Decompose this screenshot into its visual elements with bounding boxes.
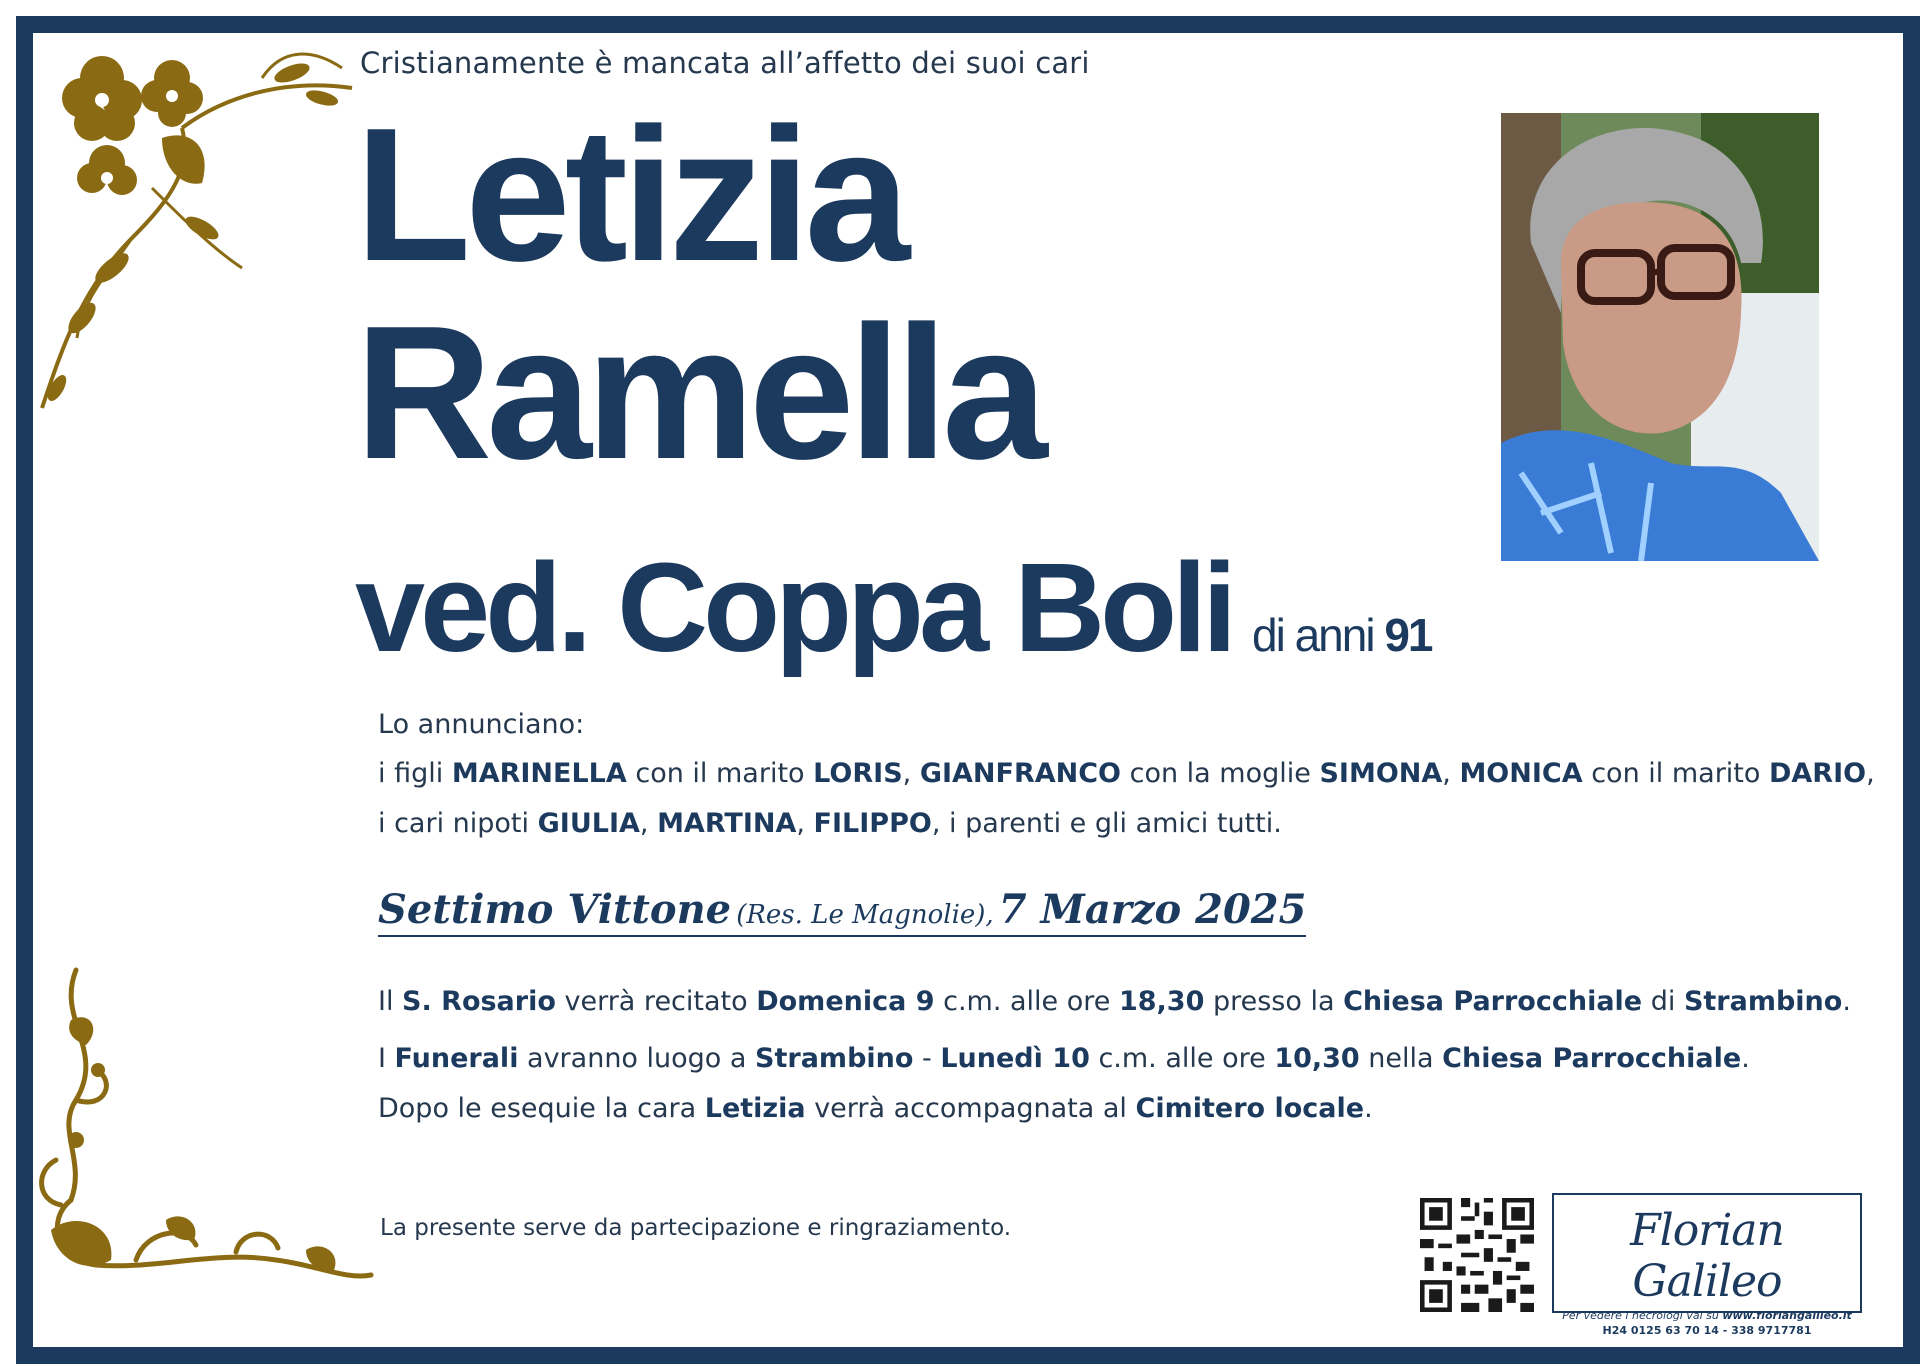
plain-text: , i parenti e gli amici tutti. — [931, 808, 1282, 839]
plain-text: , — [796, 808, 814, 839]
agency-name: Florian Galileo — [1630, 1205, 1784, 1307]
emphasis-text: 18,30 — [1118, 986, 1205, 1017]
plain-text: presso la — [1204, 986, 1344, 1017]
age-value: 91 — [1384, 609, 1432, 661]
plain-text: di — [1642, 986, 1684, 1017]
plain-text: i cari nipoti — [378, 808, 538, 839]
age — [1252, 608, 1432, 662]
first-name: Letizia — [355, 89, 905, 301]
emphasis-text: Funerali — [394, 1043, 519, 1074]
agency-logo — [1552, 1193, 1862, 1337]
emphasis-text: Strambino — [1683, 986, 1843, 1017]
burial-info — [378, 1093, 1373, 1124]
plain-text: . — [1741, 1043, 1750, 1074]
emphasis-text: Chiesa Parrocchiale — [1343, 986, 1643, 1017]
intro-text: Cristianamente è mancata all’affetto dei suoi cari — [360, 46, 1090, 80]
plain-text: I — [378, 1043, 395, 1074]
emphasis-text: LORIS — [813, 758, 903, 789]
emphasis-text: Letizia — [704, 1093, 806, 1124]
scroll-corner-ornament — [16, 960, 381, 1290]
plain-text: i figli — [378, 758, 452, 789]
age-prefix: di anni — [1252, 609, 1374, 661]
emphasis-text: S. Rosario — [402, 986, 556, 1017]
announcement-grandchildren — [378, 808, 1282, 839]
emphasis-text: MONICA — [1459, 758, 1583, 789]
place-town: Settimo Vittone — [378, 886, 732, 933]
death-date: 7 Marzo 2025 — [998, 886, 1307, 933]
married-name: ved. Coppa Boli — [355, 537, 1233, 678]
plain-text: Il — [378, 986, 403, 1017]
announcement-intro: Lo annunciano: — [378, 709, 585, 740]
emphasis-text: MARINELLA — [451, 758, 627, 789]
emphasis-text: Domenica 9 — [756, 986, 935, 1017]
qr-code[interactable] — [1420, 1198, 1534, 1312]
plain-text: Dopo le esequie la cara — [378, 1093, 705, 1124]
plain-text: . — [1842, 986, 1851, 1017]
emphasis-text: DARIO — [1769, 758, 1867, 789]
plain-text: c.m. alle ore — [1089, 1043, 1275, 1074]
plain-text: , — [1442, 758, 1460, 789]
plain-text: verrà recitato — [555, 986, 757, 1017]
agency-website-line — [1554, 1309, 1860, 1322]
portrait-photo — [1501, 113, 1819, 561]
funeral-info — [378, 1043, 1750, 1074]
emphasis-text: FILIPPO — [813, 808, 932, 839]
plain-text: , — [639, 808, 658, 839]
agency-website[interactable]: www.floriangalileo.it — [1722, 1309, 1852, 1322]
plain-text: verrà accompagnata al — [805, 1093, 1136, 1124]
plain-text: , — [902, 758, 920, 789]
last-name: Ramella — [355, 287, 1042, 499]
emphasis-text: Cimitero locale — [1135, 1093, 1365, 1124]
agency-phones: H24 0125 63 70 14 - 338 9717781 — [1602, 1324, 1812, 1337]
plain-text: con la moglie — [1121, 758, 1320, 789]
emphasis-text: GIANFRANCO — [919, 758, 1122, 789]
emphasis-text: 10,30 — [1274, 1043, 1360, 1074]
emphasis-text: GIULIA — [537, 808, 640, 839]
announcement-children — [378, 758, 1875, 789]
plain-text: nella — [1359, 1043, 1443, 1074]
plain-text: - — [913, 1043, 941, 1074]
agency-website-prefix: Per vedere i necrologi vai su — [1562, 1309, 1723, 1322]
plain-text: con il marito — [1582, 758, 1769, 789]
plain-text: . — [1364, 1093, 1373, 1124]
thanks-note: La presente serve da partecipazione e ringraziamento. — [380, 1215, 1012, 1241]
emphasis-text: Chiesa Parrocchiale — [1442, 1043, 1742, 1074]
place-residence: (Res. Le Magnolie), — [736, 900, 994, 930]
emphasis-text: MARTINA — [657, 808, 797, 839]
emphasis-text: SIMONA — [1319, 758, 1443, 789]
emphasis-text: Strambino — [755, 1043, 914, 1074]
plain-text: , — [1866, 758, 1875, 789]
floral-corner-ornament — [22, 18, 377, 418]
place-date — [378, 886, 1306, 937]
rosary-info — [378, 986, 1851, 1017]
plain-text: c.m. alle ore — [934, 986, 1119, 1017]
emphasis-text: Lunedì 10 — [940, 1043, 1090, 1074]
plain-text: avranno luogo a — [518, 1043, 756, 1074]
plain-text: con il marito — [626, 758, 814, 789]
